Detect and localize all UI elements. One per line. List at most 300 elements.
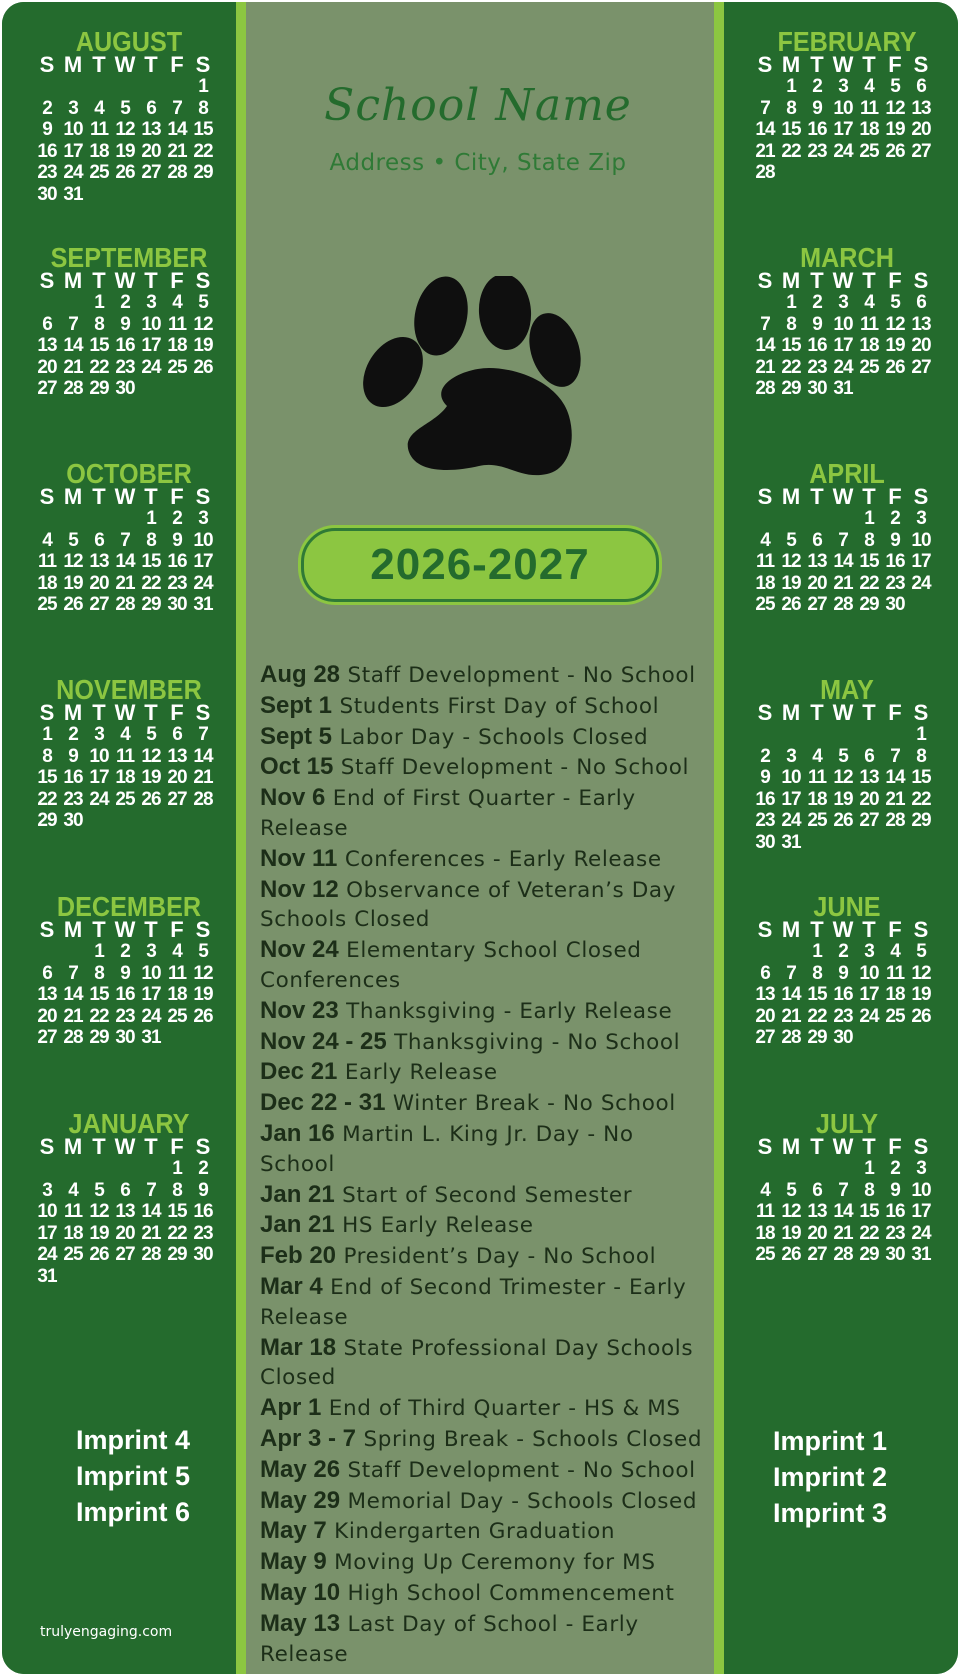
day-number: 7 [68, 313, 78, 335]
day-number: 12 [193, 962, 213, 984]
event-item [260, 660, 710, 691]
day-number: 30 [115, 1027, 135, 1048]
day-number: 9 [812, 313, 822, 335]
weekday-header: S [757, 52, 773, 77]
day-number: 14 [141, 1201, 161, 1222]
day-number: 10 [859, 962, 879, 984]
day-number: 25 [89, 162, 109, 183]
day-number: 22 [193, 140, 213, 162]
weekday-header: W [832, 268, 854, 293]
left-divider-stripe [236, 2, 246, 1674]
weekday-header: T [92, 700, 106, 725]
day-number: 17 [911, 551, 931, 572]
day-number: 5 [786, 1179, 796, 1201]
event-description: Students First Day of School [332, 693, 660, 719]
month-november [34, 674, 224, 832]
day-number: 12 [911, 962, 931, 984]
day-number: 10 [141, 313, 161, 335]
weekday-header: S [913, 52, 929, 77]
day-number: 6 [760, 962, 770, 984]
day-number: 25 [885, 1005, 905, 1027]
paw-print-icon [355, 276, 605, 486]
event-item [260, 691, 710, 722]
event-item [260, 844, 710, 875]
day-number: 2 [890, 1158, 900, 1179]
day-number: 9 [198, 1179, 208, 1201]
month-april [752, 458, 942, 616]
day-number: 3 [838, 76, 848, 97]
day-number: 19 [115, 140, 135, 162]
weekday-header: T [92, 917, 106, 942]
day-number: 11 [89, 119, 109, 140]
day-number: 28 [193, 788, 213, 810]
event-description: Start of Second Semester [334, 1182, 633, 1208]
day-number: 24 [193, 572, 213, 594]
day-number: 22 [859, 572, 879, 594]
day-number: 30 [807, 378, 827, 399]
day-number: 21 [781, 1005, 801, 1027]
day-number: 1 [94, 941, 104, 962]
empty-day [60, 292, 86, 314]
day-number: 10 [911, 529, 931, 551]
event-date: May 7 [260, 1517, 327, 1545]
day-number: 23 [807, 140, 827, 162]
day-number: 11 [167, 313, 187, 335]
day-number: 6 [42, 313, 52, 335]
event-date: Oct 15 [260, 753, 334, 781]
day-number: 23 [63, 788, 83, 810]
day-number: 24 [911, 1222, 931, 1244]
day-number: 29 [167, 1244, 187, 1265]
day-number: 27 [911, 356, 931, 378]
event-description: Martin L. King Jr. Day - No School [260, 1121, 634, 1177]
day-number: 21 [755, 356, 775, 378]
weekday-header: T [144, 268, 158, 293]
day-number: 15 [781, 335, 801, 356]
day-number: 28 [63, 378, 83, 399]
weekday-header: M [781, 1134, 801, 1159]
day-number: 22 [141, 572, 161, 594]
weekday-header: T [144, 917, 158, 942]
empty-day [34, 1158, 60, 1180]
event-date: Apr 1 [260, 1394, 322, 1422]
day-number: 4 [172, 292, 182, 313]
day-number: 1 [916, 724, 926, 745]
day-number: 3 [864, 941, 874, 962]
weekday-header: F [170, 52, 184, 77]
day-number: 23 [885, 572, 905, 594]
day-number: 20 [167, 767, 187, 788]
day-number: 16 [885, 1201, 905, 1222]
day-number: 19 [911, 984, 931, 1005]
empty-day [752, 724, 778, 746]
day-number: 26 [141, 788, 161, 810]
day-number: 28 [755, 378, 775, 399]
day-number: 7 [198, 724, 208, 745]
empty-day [34, 76, 60, 98]
day-number: 31 [833, 378, 853, 399]
day-number: 14 [115, 551, 135, 572]
day-number: 13 [807, 551, 827, 572]
event-item [260, 996, 710, 1027]
day-number: 29 [89, 378, 109, 399]
day-number: 10 [89, 745, 109, 767]
day-number: 18 [807, 788, 827, 810]
day-number: 21 [63, 1005, 83, 1027]
event-date: Sept 5 [260, 722, 333, 750]
day-number: 22 [89, 356, 109, 378]
weekday-header: M [781, 917, 801, 942]
event-description: Spring Break - Schools Closed [356, 1426, 703, 1452]
day-number: 7 [760, 97, 770, 119]
event-item [260, 1516, 710, 1547]
day-number: 8 [864, 1179, 874, 1201]
empty-day [830, 508, 856, 530]
weekday-header: T [810, 484, 824, 509]
day-number: 12 [115, 119, 135, 140]
day-number: 19 [193, 335, 213, 356]
day-number: 5 [890, 76, 900, 97]
event-item [260, 1119, 710, 1180]
month-name: JANUARY [68, 1108, 190, 1139]
day-number: 21 [115, 572, 135, 594]
day-number: 9 [890, 1179, 900, 1201]
school-address: Address • City, State Zip [329, 150, 627, 176]
day-number: 29 [193, 162, 213, 183]
event-description: Staff Development - No School [340, 1457, 696, 1483]
weekday-header: T [810, 268, 824, 293]
event-date: Apr 3 - 7 [260, 1424, 357, 1452]
day-number: 18 [167, 335, 187, 356]
weekday-header: S [39, 52, 55, 77]
day-number: 8 [94, 962, 104, 984]
day-number: 27 [859, 810, 879, 831]
event-description: Observance of Veteran’s Day Schools Closed [260, 877, 677, 933]
day-number: 4 [812, 745, 822, 767]
day-number: 21 [193, 767, 213, 788]
day-number: 26 [911, 1005, 931, 1027]
event-description: End of Third Quarter - HS & MS [321, 1396, 681, 1422]
day-number: 24 [781, 810, 801, 831]
day-number: 2 [120, 292, 130, 313]
weekday-header: S [757, 917, 773, 942]
weekday-header: S [913, 484, 929, 509]
weekday-header: W [114, 484, 136, 509]
day-number: 17 [833, 119, 853, 140]
day-number: 16 [115, 984, 135, 1005]
day-number: 15 [89, 984, 109, 1005]
day-number: 20 [37, 356, 57, 378]
weekday-header: M [63, 1134, 83, 1159]
day-number: 20 [911, 119, 931, 140]
day-number: 16 [37, 140, 57, 162]
empty-day [752, 508, 778, 530]
day-number: 22 [89, 1005, 109, 1027]
day-number: 24 [89, 788, 109, 810]
event-item [260, 1424, 710, 1455]
day-number: 30 [193, 1244, 213, 1265]
day-number: 2 [812, 292, 822, 313]
day-number: 12 [89, 1201, 109, 1222]
day-number: 18 [37, 572, 57, 594]
day-number: 18 [755, 1222, 775, 1244]
day-number: 7 [890, 745, 900, 767]
day-number: 25 [167, 1005, 187, 1027]
event-description: Elementary School Closed Conferences [260, 938, 642, 993]
day-number: 20 [89, 572, 109, 594]
day-number: 4 [172, 941, 182, 962]
day-number: 15 [859, 1201, 879, 1222]
event-date: Jan 21 [260, 1211, 335, 1239]
day-number: 14 [833, 1201, 853, 1222]
event-date: May 29 [260, 1486, 341, 1514]
month-name: SEPTEMBER [50, 242, 208, 273]
day-number: 9 [838, 962, 848, 984]
month-day-grid [752, 486, 942, 616]
weekday-header: W [832, 917, 854, 942]
day-number: 15 [781, 119, 801, 140]
event-date: May 10 [260, 1578, 341, 1606]
month-october [34, 458, 224, 616]
weekday-header: W [114, 1134, 136, 1159]
day-number: 9 [760, 767, 770, 788]
day-number: 15 [911, 767, 931, 788]
day-number: 5 [838, 745, 848, 767]
day-number: 9 [172, 529, 182, 551]
day-number: 4 [120, 724, 130, 745]
day-number: 11 [859, 313, 879, 335]
event-description: Thanksgiving - No School [386, 1029, 681, 1055]
day-number: 1 [786, 76, 796, 97]
empty-day [804, 724, 830, 746]
day-number: 5 [786, 529, 796, 551]
day-number: 28 [167, 162, 187, 183]
month-day-grid [752, 1136, 942, 1266]
month-january [34, 1108, 224, 1287]
weekday-header: F [888, 268, 902, 293]
event-item [260, 783, 710, 844]
imprint-line: Imprint 6 [76, 1497, 191, 1527]
day-number: 4 [42, 529, 52, 551]
day-number: 6 [916, 292, 926, 313]
day-number: 27 [89, 594, 109, 615]
empty-day [830, 1158, 856, 1180]
day-number: 8 [172, 1179, 182, 1201]
weekday-header: W [832, 484, 854, 509]
empty-day [112, 76, 138, 98]
day-number: 31 [193, 594, 213, 615]
weekday-header: F [888, 1134, 902, 1159]
month-name: NOVEMBER [56, 674, 202, 705]
day-number: 17 [911, 1201, 931, 1222]
day-number: 30 [755, 831, 775, 853]
month-name: FEBRUARY [777, 26, 917, 57]
month-day-grid [752, 54, 942, 184]
month-name: APRIL [809, 458, 885, 489]
day-number: 28 [63, 1027, 83, 1048]
day-number: 16 [885, 551, 905, 572]
weekday-header: S [195, 484, 211, 509]
day-number: 13 [167, 745, 187, 767]
day-number: 13 [807, 1201, 827, 1222]
day-number: 13 [89, 551, 109, 572]
day-number: 9 [120, 962, 130, 984]
event-date: Dec 21 [260, 1058, 338, 1086]
day-number: 17 [63, 140, 83, 162]
day-number: 20 [807, 572, 827, 594]
month-name: AUGUST [75, 26, 183, 57]
day-number: 17 [833, 335, 853, 356]
weekday-header: F [888, 484, 902, 509]
day-number: 1 [812, 941, 822, 962]
imprint-line: Imprint 3 [773, 1498, 888, 1528]
month-july [752, 1108, 942, 1266]
day-number: 20 [141, 140, 161, 162]
day-number: 30 [885, 594, 905, 615]
day-number: 10 [781, 767, 801, 788]
weekday-header: S [39, 917, 55, 942]
day-number: 1 [94, 292, 104, 313]
day-number: 27 [115, 1244, 135, 1265]
event-item [260, 875, 710, 936]
weekday-header: S [39, 268, 55, 293]
month-may [752, 674, 942, 853]
day-number: 5 [68, 529, 78, 551]
day-number: 23 [833, 1005, 853, 1027]
event-date: Nov 6 [260, 784, 326, 812]
day-number: 30 [115, 378, 135, 399]
weekday-header: F [170, 268, 184, 293]
month-day-grid [34, 919, 224, 1049]
day-number: 16 [193, 1201, 213, 1222]
day-number: 30 [885, 1244, 905, 1265]
event-item [260, 1180, 710, 1211]
day-number: 20 [911, 335, 931, 356]
event-item [260, 1027, 710, 1058]
day-number: 31 [781, 831, 801, 853]
day-number: 1 [786, 292, 796, 313]
day-number: 1 [864, 508, 874, 529]
day-number: 22 [781, 356, 801, 378]
day-number: 5 [890, 292, 900, 313]
weekday-header: S [913, 917, 929, 942]
day-number: 15 [859, 551, 879, 572]
month-name: MAY [820, 674, 874, 705]
empty-day [34, 508, 60, 530]
day-number: 14 [193, 745, 213, 767]
event-item [260, 1333, 710, 1394]
day-number: 12 [63, 551, 83, 572]
day-number: 28 [755, 162, 775, 183]
day-number: 2 [120, 941, 130, 962]
weekday-header: S [39, 700, 55, 725]
day-number: 15 [37, 767, 57, 788]
event-date: Sept 1 [260, 691, 333, 719]
day-number: 1 [198, 76, 208, 97]
empty-day [112, 1158, 138, 1180]
day-number: 5 [120, 97, 130, 119]
event-date: Mar 4 [260, 1272, 323, 1300]
day-number: 4 [890, 941, 900, 962]
empty-day [34, 292, 60, 314]
website-footer: trulyengaging.com [40, 1624, 173, 1640]
day-number: 21 [833, 1222, 853, 1244]
weekday-header: S [195, 52, 211, 77]
day-number: 14 [755, 335, 775, 356]
day-number: 16 [63, 767, 83, 788]
day-number: 27 [141, 162, 161, 183]
day-number: 20 [115, 1222, 135, 1244]
weekday-header: M [781, 52, 801, 77]
weekday-header: M [63, 52, 83, 77]
weekday-header: M [781, 268, 801, 293]
day-number: 11 [807, 767, 827, 788]
event-description: Thanksgiving - Early Release [338, 998, 673, 1024]
empty-day [804, 1158, 830, 1180]
day-number: 3 [786, 745, 796, 767]
event-item [260, 1272, 710, 1333]
day-number: 1 [146, 508, 156, 529]
month-september [34, 242, 224, 400]
day-number: 31 [911, 1244, 931, 1265]
day-number: 6 [146, 97, 156, 119]
weekday-header: F [888, 917, 902, 942]
day-number: 21 [63, 356, 83, 378]
month-day-grid [752, 702, 942, 853]
day-number: 26 [833, 810, 853, 831]
day-number: 18 [89, 140, 109, 162]
day-number: 16 [807, 335, 827, 356]
month-day-grid [752, 270, 942, 400]
day-number: 11 [37, 551, 57, 572]
day-number: 25 [63, 1244, 83, 1265]
weekday-header: F [888, 700, 902, 725]
day-number: 8 [94, 313, 104, 335]
weekday-header: F [170, 484, 184, 509]
day-number: 2 [838, 941, 848, 962]
day-number: 23 [885, 1222, 905, 1244]
weekday-header: M [781, 484, 801, 509]
event-description: Staff Development - No School [333, 755, 690, 781]
month-day-grid [34, 54, 224, 205]
empty-day [60, 76, 86, 98]
school-year: 2026-2027 [370, 540, 590, 589]
event-item [260, 1486, 710, 1517]
weekday-header: T [810, 52, 824, 77]
weekday-header: T [92, 268, 106, 293]
day-number: 18 [167, 984, 187, 1005]
weekday-header: T [810, 1134, 824, 1159]
day-number: 5 [94, 1179, 104, 1201]
event-date: Jan 16 [260, 1119, 335, 1147]
day-number: 19 [833, 788, 853, 810]
day-number: 2 [172, 508, 182, 529]
day-number: 27 [167, 788, 187, 810]
empty-day [60, 1158, 86, 1180]
day-number: 5 [146, 724, 156, 745]
day-number: 7 [786, 962, 796, 984]
day-number: 26 [63, 594, 83, 615]
event-description: State Professional Day Schools Closed [260, 1335, 694, 1391]
day-number: 30 [63, 810, 83, 831]
weekday-header: T [862, 52, 876, 77]
day-number: 30 [167, 594, 187, 615]
day-number: 11 [167, 962, 187, 984]
weekday-header: S [39, 1134, 55, 1159]
day-number: 25 [167, 356, 187, 378]
event-date: May 26 [260, 1455, 341, 1483]
weekday-header: W [832, 1134, 854, 1159]
